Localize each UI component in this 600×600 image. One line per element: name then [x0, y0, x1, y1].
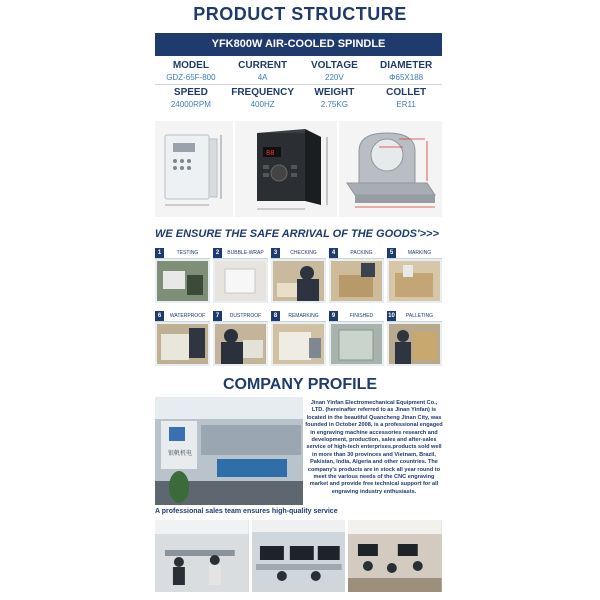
testing-photo [157, 261, 208, 301]
svg-text:88: 88 [266, 149, 275, 157]
spec-value-diameter: Φ65X188 [389, 73, 424, 82]
step-number: 3 [271, 248, 280, 258]
spec-divider [155, 84, 442, 85]
dustproof-photo [215, 324, 266, 364]
spec-header-row-2 [155, 87, 442, 99]
sales-office-photo-3 [348, 520, 442, 592]
step-marking [387, 248, 442, 303]
bubble-wrap-photo [215, 261, 266, 301]
packing-steps-row-2 [155, 311, 442, 366]
step-number: 6 [155, 311, 164, 321]
step-label: CHECKING [290, 250, 317, 256]
step-label: TESTING [176, 250, 199, 256]
company-description: Jinan Yinfan Electromechanical Equipment Co., LTD. (hereinafter referred to as Jinan Yinfan) is located in the beautiful Quancheng Jinan City, was founded in October 2008, is a professional engaged in engraving machine accessories research and development, production, sales and after-sales service of high-tech enterprises.products sold well in more than 30 provinces and Vietnam, Brazil, Pakistan, India, Algeria and other countries. The company's products are in stock all year round to meet the various needs of the CNC engraving market and provide free technical support for all engraving industry enthusiasts. [305, 400, 443, 495]
step-packing [329, 248, 384, 303]
remarking-photo [273, 324, 324, 364]
step-number: 9 [329, 311, 338, 321]
spec-label-voltage: VOLTAGE [310, 60, 358, 71]
step-testing [155, 248, 210, 303]
spindle-mount-image [339, 121, 442, 217]
step-palleting [387, 311, 442, 366]
step-label: DUSTPROOF [229, 313, 262, 319]
step-label: PACKING [350, 250, 373, 256]
spec-table [155, 60, 442, 110]
step-finished [329, 311, 384, 366]
packing-steps-row-1 [155, 248, 442, 303]
spec-value-collet: ER11 [396, 100, 416, 109]
spec-label-current: CURRENT [238, 60, 288, 71]
step-number: 5 [387, 248, 396, 258]
step-label: PALLETING [405, 313, 434, 319]
spec-value-row-2 [155, 99, 442, 110]
office-lobby-photo [155, 397, 303, 505]
step-label: WATERPROOF [169, 313, 206, 319]
spec-value-current: 4A [257, 73, 268, 82]
sales-office-photo-1 [155, 520, 249, 592]
palleting-photo [389, 324, 440, 364]
spec-value-weight: 2.75KG [320, 100, 348, 109]
inverter-small-image [155, 121, 233, 217]
step-checking [271, 248, 326, 303]
spec-value-model: GDZ-65F-800 [166, 73, 216, 82]
spec-label-model: MODEL [172, 60, 209, 71]
step-number: 1 [155, 248, 164, 258]
spec-label-speed: SPEED [173, 87, 208, 98]
company-profile-title: COMPANY PROFILE [222, 376, 378, 393]
sales-team-photos [155, 520, 442, 592]
step-bubble-wrap [213, 248, 268, 303]
marking-photo [389, 261, 440, 301]
product-structure-title: PRODUCT STRUCTURE [193, 4, 407, 24]
step-remarking [271, 311, 326, 366]
step-number: 4 [329, 248, 338, 258]
step-number: 2 [213, 248, 222, 258]
spec-label-weight: WEIGHT [314, 87, 355, 98]
spec-value-speed: 24000RPM [170, 100, 211, 109]
spec-label-collet: COLLET [386, 87, 427, 98]
step-label: FINISHED [349, 313, 374, 319]
spec-label-diameter: DIAMETER [380, 60, 433, 71]
step-number: 8 [271, 311, 280, 321]
sales-office-photo-2 [252, 520, 346, 592]
checking-photo [273, 261, 324, 301]
step-number: 7 [213, 311, 222, 321]
step-waterproof [155, 311, 210, 366]
sales-team-caption: A professional sales team ensures high-quality service [155, 508, 338, 515]
waterproof-photo [157, 324, 208, 364]
spindle-banner: YFK800W AIR-COOLED SPINDLE [155, 33, 442, 56]
safe-arrival-title: WE ENSURE THE SAFE ARRIVAL OF THE GOODS'>>> [155, 228, 439, 240]
step-label: BUBBLE-WRAP [227, 250, 264, 256]
step-dustproof [213, 311, 268, 366]
product-images [155, 121, 442, 217]
spec-header-row-1 [155, 60, 442, 72]
step-label: MARKING [407, 250, 432, 256]
spec-value-row-1 [155, 72, 442, 83]
spec-label-frequency: FREQUENCY [231, 87, 295, 98]
step-label: REMARKING [288, 313, 319, 319]
step-number: 10 [388, 313, 395, 319]
spec-value-voltage: 220V [325, 73, 344, 82]
inverter-large-image [235, 121, 337, 217]
finished-photo [331, 324, 382, 364]
packing-photo [331, 261, 382, 301]
svg-text:银帆机电: 银帆机电 [168, 450, 193, 457]
spec-value-frequency: 400HZ [250, 100, 275, 109]
